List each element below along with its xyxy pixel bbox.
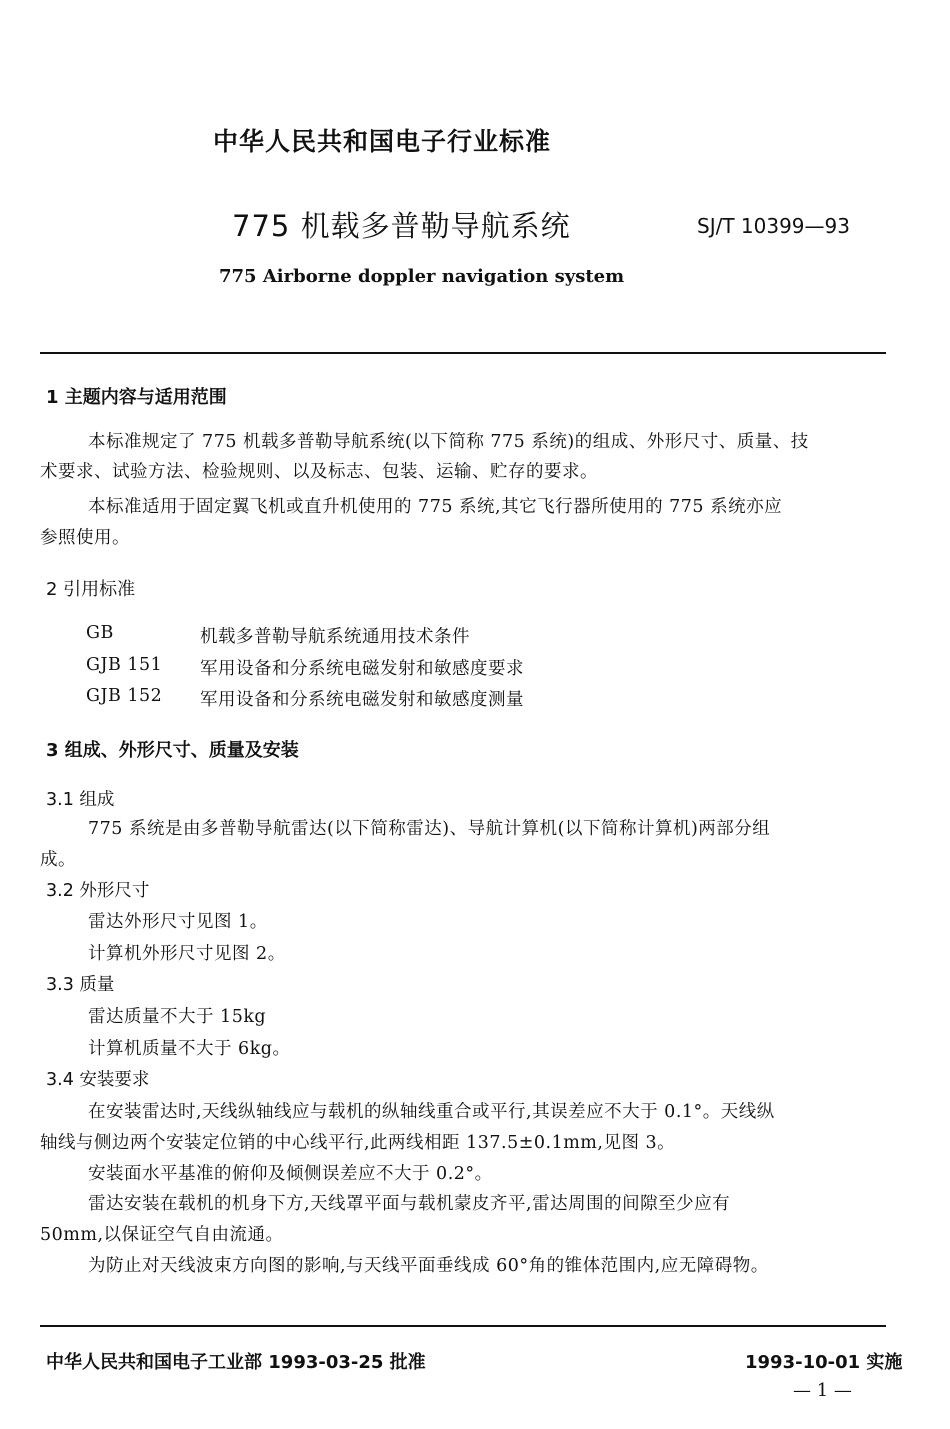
section-3-3-heading: 3.3 质量: [46, 975, 115, 995]
document-title: 775 机载多普勒导航系统: [232, 209, 571, 243]
section-3-4-paragraph-4: 为防止对天线波束方向图的影响,与天线平面垂线成 60°角的锥体范围内,应无障碍物。: [88, 1256, 769, 1276]
org-line: 中华人民共和国电子行业标准: [213, 127, 552, 156]
section-3-1-text: 775 系统是由多普勒导航雷达(以下简称雷达)、导航计算机(以下简称计算机)两部分组: [88, 819, 771, 839]
section-1-paragraph-1: 本标准规定了 775 机载多普勒导航系统(以下简称 775 系统)的组成、外形尺寸、质量、技: [88, 432, 809, 452]
section-1-paragraph-2: 本标准适用于固定翼飞机或直升机使用的 775 系统,其它飞行器所使用的 775 系统亦应: [88, 497, 783, 517]
reference-code: GJB 151: [86, 655, 163, 675]
header-rule: [40, 352, 886, 354]
standard-number: SJ/T 10399—93: [697, 214, 850, 238]
reference-title: 军用设备和分系统电磁发射和敏感度要求: [200, 659, 524, 679]
section-3-2-heading: 3.2 外形尺寸: [46, 881, 150, 901]
effective-date: 1993-10-01 实施: [745, 1352, 903, 1373]
page-number: — 1 —: [793, 1380, 852, 1401]
section-3-3-line-1: 雷达质量不大于 15kg: [88, 1007, 267, 1027]
section-3-1-heading: 3.1 组成: [46, 790, 115, 810]
section-3-heading: 3 组成、外形尺寸、质量及安装: [46, 740, 299, 761]
section-3-4-paragraph-1: 在安装雷达时,天线纵轴线应与载机的纵轴线重合或平行,其误差应不大于 0.1°。天线纵: [88, 1102, 775, 1122]
section-3-2-line-1: 雷达外形尺寸见图 1。: [88, 912, 268, 932]
section-3-4-heading: 3.4 安装要求: [46, 1070, 150, 1090]
footer-rule: [40, 1325, 886, 1327]
section-2-heading: 2 引用标准: [46, 579, 136, 600]
section-3-1-text-cont: 成。: [40, 850, 76, 870]
english-title: 775 Airborne doppler navigation system: [219, 266, 625, 287]
reference-title: 机载多普勒导航系统通用技术条件: [200, 627, 470, 647]
section-1-heading: 1 主题内容与适用范围: [46, 387, 227, 408]
section-3-4-paragraph-1-cont: 轴线与侧边两个安装定位销的中心线平行,此两线相距 137.5±0.1mm,见图 3。: [40, 1133, 676, 1153]
section-1-paragraph-2-cont: 参照使用。: [40, 528, 130, 548]
reference-title: 军用设备和分系统电磁发射和敏感度测量: [200, 690, 524, 710]
section-3-4-paragraph-3: 雷达安装在载机的机身下方,天线罩平面与载机蒙皮齐平,雷达周围的间隙至少应有: [88, 1194, 731, 1214]
section-3-4-paragraph-3-cont: 50mm,以保证空气自由流通。: [40, 1225, 284, 1245]
section-3-3-line-2: 计算机质量不大于 6kg。: [88, 1039, 291, 1059]
section-1-paragraph-1-cont: 术要求、试验方法、检验规则、以及标志、包装、运输、贮存的要求。: [40, 462, 598, 482]
section-3-2-line-2: 计算机外形尺寸见图 2。: [88, 944, 286, 964]
reference-code: GJB 152: [86, 686, 163, 706]
section-3-4-paragraph-2: 安装面水平基准的俯仰及倾侧误差应不大于 0.2°。: [88, 1164, 493, 1184]
approval-line: 中华人民共和国电子工业部 1993-03-25 批准: [46, 1352, 426, 1373]
reference-code: GB: [86, 623, 114, 643]
